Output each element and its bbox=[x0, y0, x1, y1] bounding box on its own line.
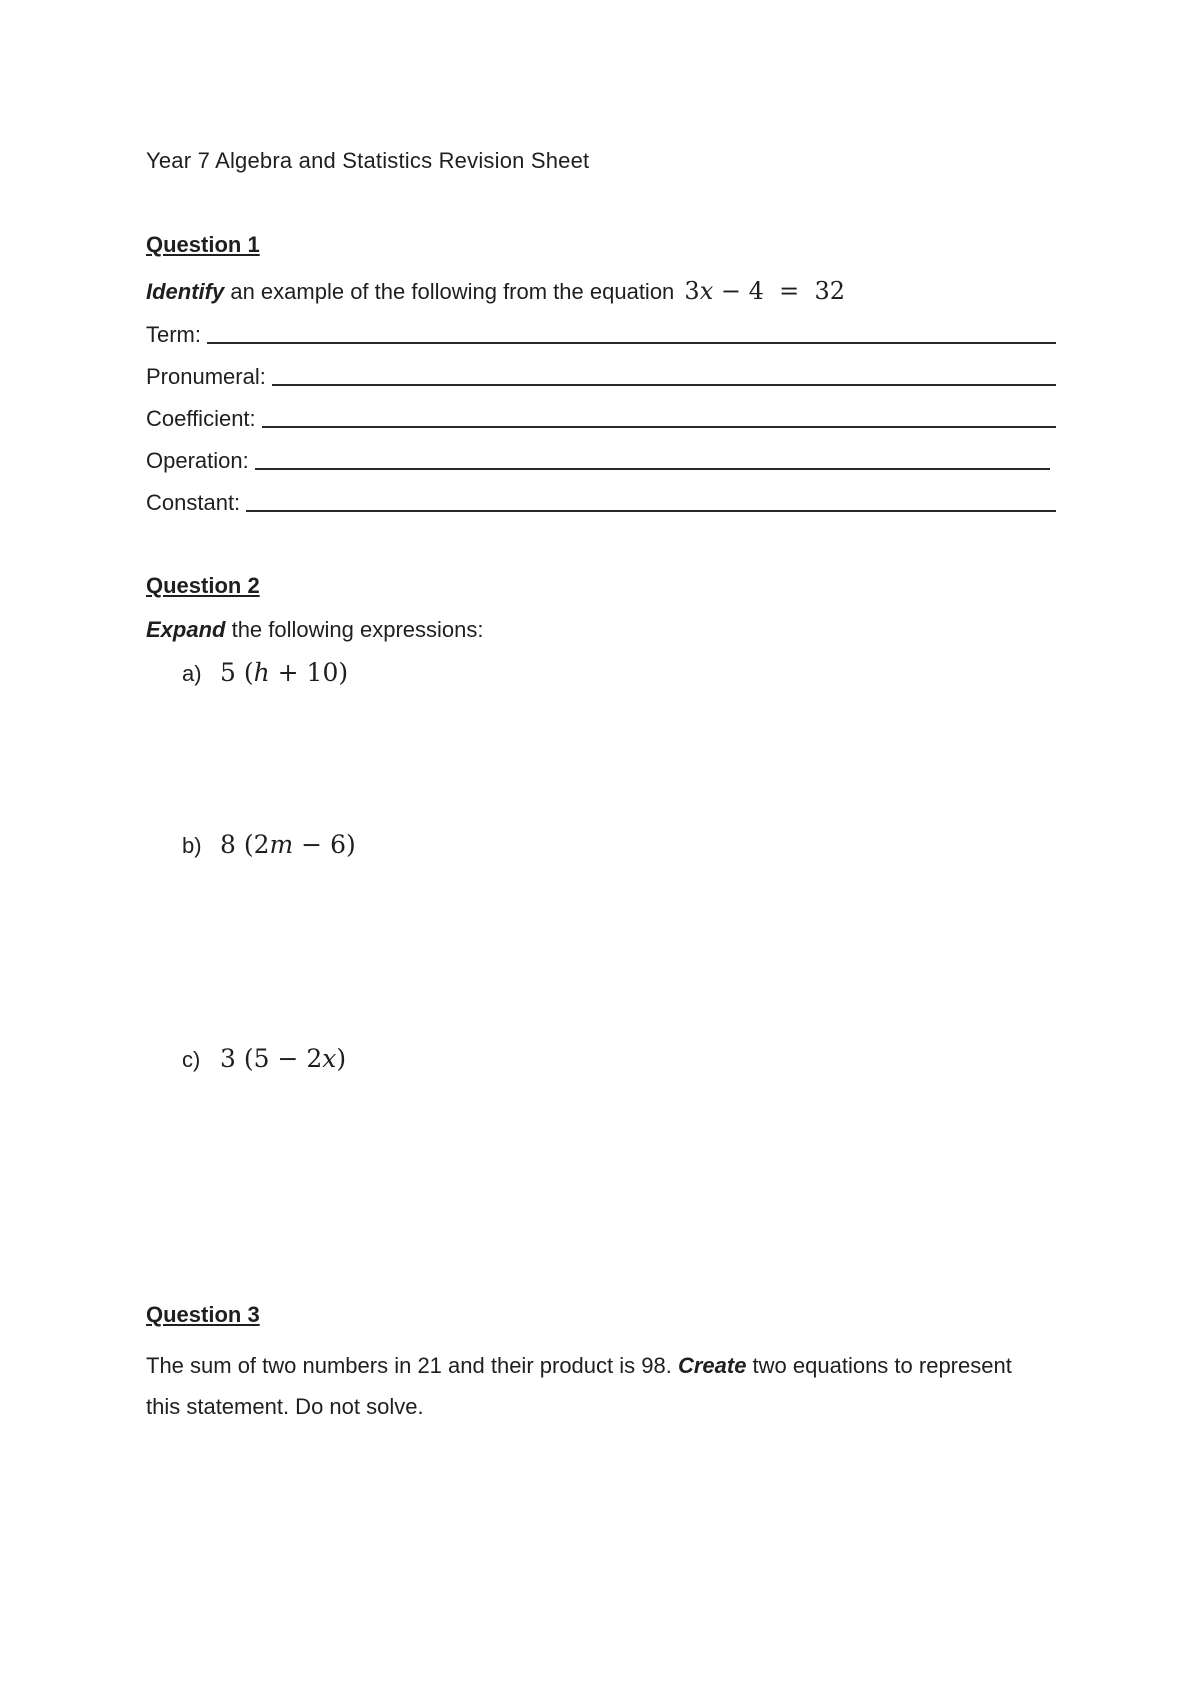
question-2-heading: Question 2 bbox=[146, 573, 260, 598]
term-answer-line[interactable] bbox=[207, 324, 1056, 344]
part-c-expression bbox=[220, 1044, 346, 1073]
pronumeral-answer-line[interactable] bbox=[272, 366, 1056, 386]
question-3-text-after: two equations to represent this statement. Do not solve. bbox=[146, 1353, 1012, 1419]
part-a-label: a) bbox=[182, 661, 202, 686]
part-c-post: ) bbox=[336, 1044, 347, 1073]
part-b-expression bbox=[220, 830, 356, 859]
coefficient-answer-line[interactable] bbox=[262, 408, 1056, 428]
coefficient-label: Coefficient: bbox=[146, 406, 256, 431]
constant-label: Constant: bbox=[146, 490, 241, 515]
part-a-pre: 5 ( bbox=[220, 658, 254, 687]
sheet-title: Year 7 Algebra and Statistics Revision Sheet bbox=[146, 148, 590, 173]
question-1-equation bbox=[684, 277, 845, 305]
constant-answer-line[interactable] bbox=[246, 492, 1056, 512]
part-a-post: + 10) bbox=[269, 658, 349, 687]
equation-variable: x bbox=[699, 277, 714, 305]
operation-answer-line[interactable] bbox=[255, 450, 1050, 470]
question-3-heading: Question 3 bbox=[146, 1302, 260, 1327]
question-2-verb: Expand bbox=[146, 617, 226, 642]
question-3-text-before: The sum of two numbers in 21 and their product is 98. bbox=[146, 1353, 678, 1378]
question-2-instruction bbox=[146, 617, 484, 643]
part-b-pre: 8 (2 bbox=[220, 830, 270, 859]
pronumeral-answer-row bbox=[146, 364, 1056, 390]
coefficient-answer-row bbox=[146, 406, 1056, 432]
part-c-pre: 3 (5 − 2 bbox=[220, 1044, 323, 1073]
equation-coefficient: 3 bbox=[684, 277, 700, 305]
document-page bbox=[146, 0, 1056, 1700]
pronumeral-label: Pronumeral: bbox=[146, 364, 266, 389]
part-b-post: − 6) bbox=[293, 830, 356, 859]
equation-rest: − 4 = 32 bbox=[713, 277, 846, 305]
operation-label: Operation: bbox=[146, 448, 249, 473]
part-b-variable: m bbox=[269, 830, 294, 859]
term-answer-row bbox=[146, 322, 1056, 348]
question-1-verb: Identify bbox=[146, 279, 225, 304]
question-1-instruction-text: an example of the following from the equation bbox=[224, 279, 681, 304]
question-2-instruction-text: the following expressions: bbox=[225, 617, 484, 642]
constant-answer-row bbox=[146, 490, 1056, 516]
question-1-instruction bbox=[146, 277, 845, 305]
part-a-expression bbox=[220, 658, 348, 687]
question-3-text bbox=[146, 1345, 1046, 1427]
question-2-part-a bbox=[182, 658, 348, 687]
term-label: Term: bbox=[146, 322, 201, 347]
operation-answer-row bbox=[146, 448, 1050, 474]
part-b-label: b) bbox=[182, 833, 202, 858]
question-2-part-c bbox=[182, 1044, 346, 1073]
question-2-part-b bbox=[182, 830, 356, 859]
part-c-label: c) bbox=[182, 1047, 201, 1072]
part-a-variable: h bbox=[253, 658, 270, 687]
question-3-verb: Create bbox=[677, 1353, 747, 1378]
question-1-heading: Question 1 bbox=[146, 232, 260, 257]
part-c-variable: x bbox=[322, 1044, 337, 1073]
